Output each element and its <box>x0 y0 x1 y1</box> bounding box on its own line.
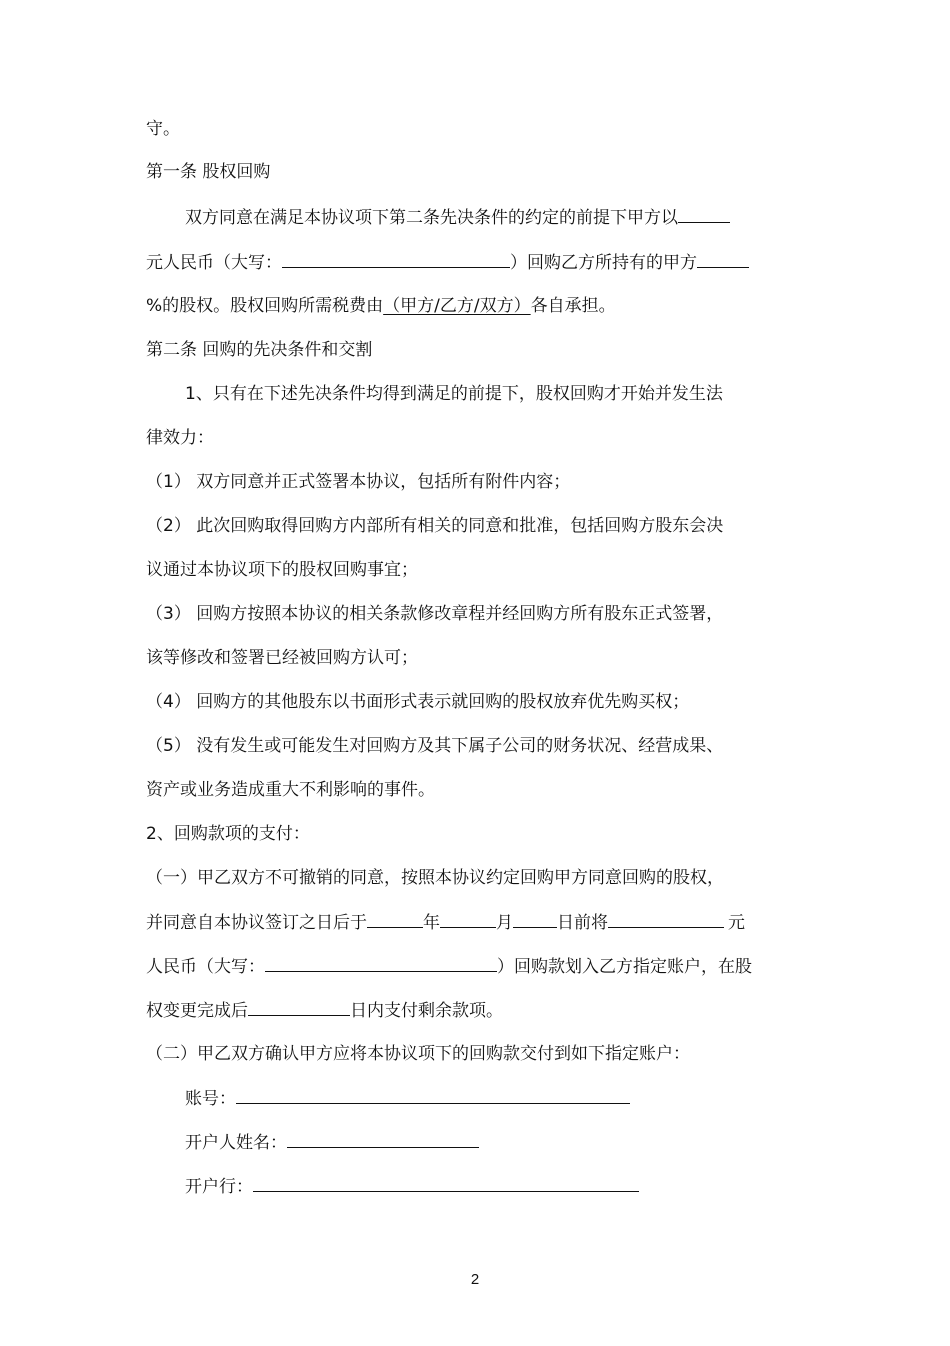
bank-line: 开户行： <box>185 1174 806 1199</box>
blank-day <box>513 910 557 928</box>
blank-year <box>367 910 423 928</box>
blank-amount <box>608 910 724 928</box>
tax-party-underlined: （甲方/乙方/双方） <box>383 296 531 316</box>
blank-percent <box>697 250 749 268</box>
article-1-heading: 第一条 股权回购 <box>146 162 271 182</box>
account-number-line: 账号： <box>185 1086 806 1111</box>
text-line: 2、回购款项的支付： <box>146 824 310 844</box>
blank-days <box>248 998 350 1016</box>
text-line: （一）甲乙双方不可撤销的同意，按照本协议约定回购甲方同意回购的股权， <box>146 868 724 888</box>
text-line: 并同意自本协议签订之日后于 年 月 日前将 元 <box>146 910 806 935</box>
text-line: （二）甲乙双方确认甲方应将本协议项下的回购款交付到如下指定账户： <box>146 1044 690 1064</box>
blank-month <box>440 910 496 928</box>
text-line: 资产或业务造成重大不利影响的事件。 <box>146 780 435 800</box>
list-item: （2） 此次回购取得回购方内部所有相关的同意和批准，包括回购方股东会决 <box>146 516 724 536</box>
account-holder-blank <box>287 1130 479 1148</box>
blank-amount <box>678 205 730 223</box>
text-line: 该等修改和签署已经被回购方认可； <box>146 648 418 668</box>
text-line: %的股权。股权回购所需税费由（甲方/乙方/双方）各自承担。 <box>146 296 616 316</box>
list-item: （4） 回购方的其他股东以书面形式表示就回购的股权放弃优先购买权； <box>146 692 690 712</box>
blank-amount-words <box>265 954 497 972</box>
text-line: 人民币（大写： ）回购款划入乙方指定账户，在股 <box>146 954 806 979</box>
article-2-heading: 第二条 回购的先决条件和交割 <box>146 340 373 360</box>
list-item: （1） 双方同意并正式签署本协议，包括所有附件内容； <box>146 472 571 492</box>
text-line: 议通过本协议项下的股权回购事宜； <box>146 560 418 580</box>
text-line: 权变更完成后 日内支付剩余款项。 <box>146 998 806 1023</box>
text-line: 双方同意在满足本协议项下第二条先决条件的约定的前提下甲方以 <box>185 205 806 230</box>
blank-amount-words <box>282 250 510 268</box>
account-holder-line: 开户人姓名： <box>185 1130 806 1155</box>
list-item: （3） 回购方按照本协议的相关条款修改章程并经回购方所有股东正式签署， <box>146 604 724 624</box>
text-line: 元人民币（大写： ）回购乙方所持有的甲方 <box>146 250 806 275</box>
text-line: 律效力： <box>146 428 214 448</box>
text-line: 1、只有在下述先决条件均得到满足的前提下，股权回购才开始并发生法 <box>185 384 723 404</box>
page-number: 2 <box>470 1271 480 1288</box>
list-item: （5） 没有发生或可能发生对回购方及其下属子公司的财务状况、经营成果、 <box>146 736 724 756</box>
account-number-blank <box>236 1086 630 1104</box>
bank-blank <box>253 1174 639 1192</box>
text-line: 守。 <box>146 119 180 139</box>
